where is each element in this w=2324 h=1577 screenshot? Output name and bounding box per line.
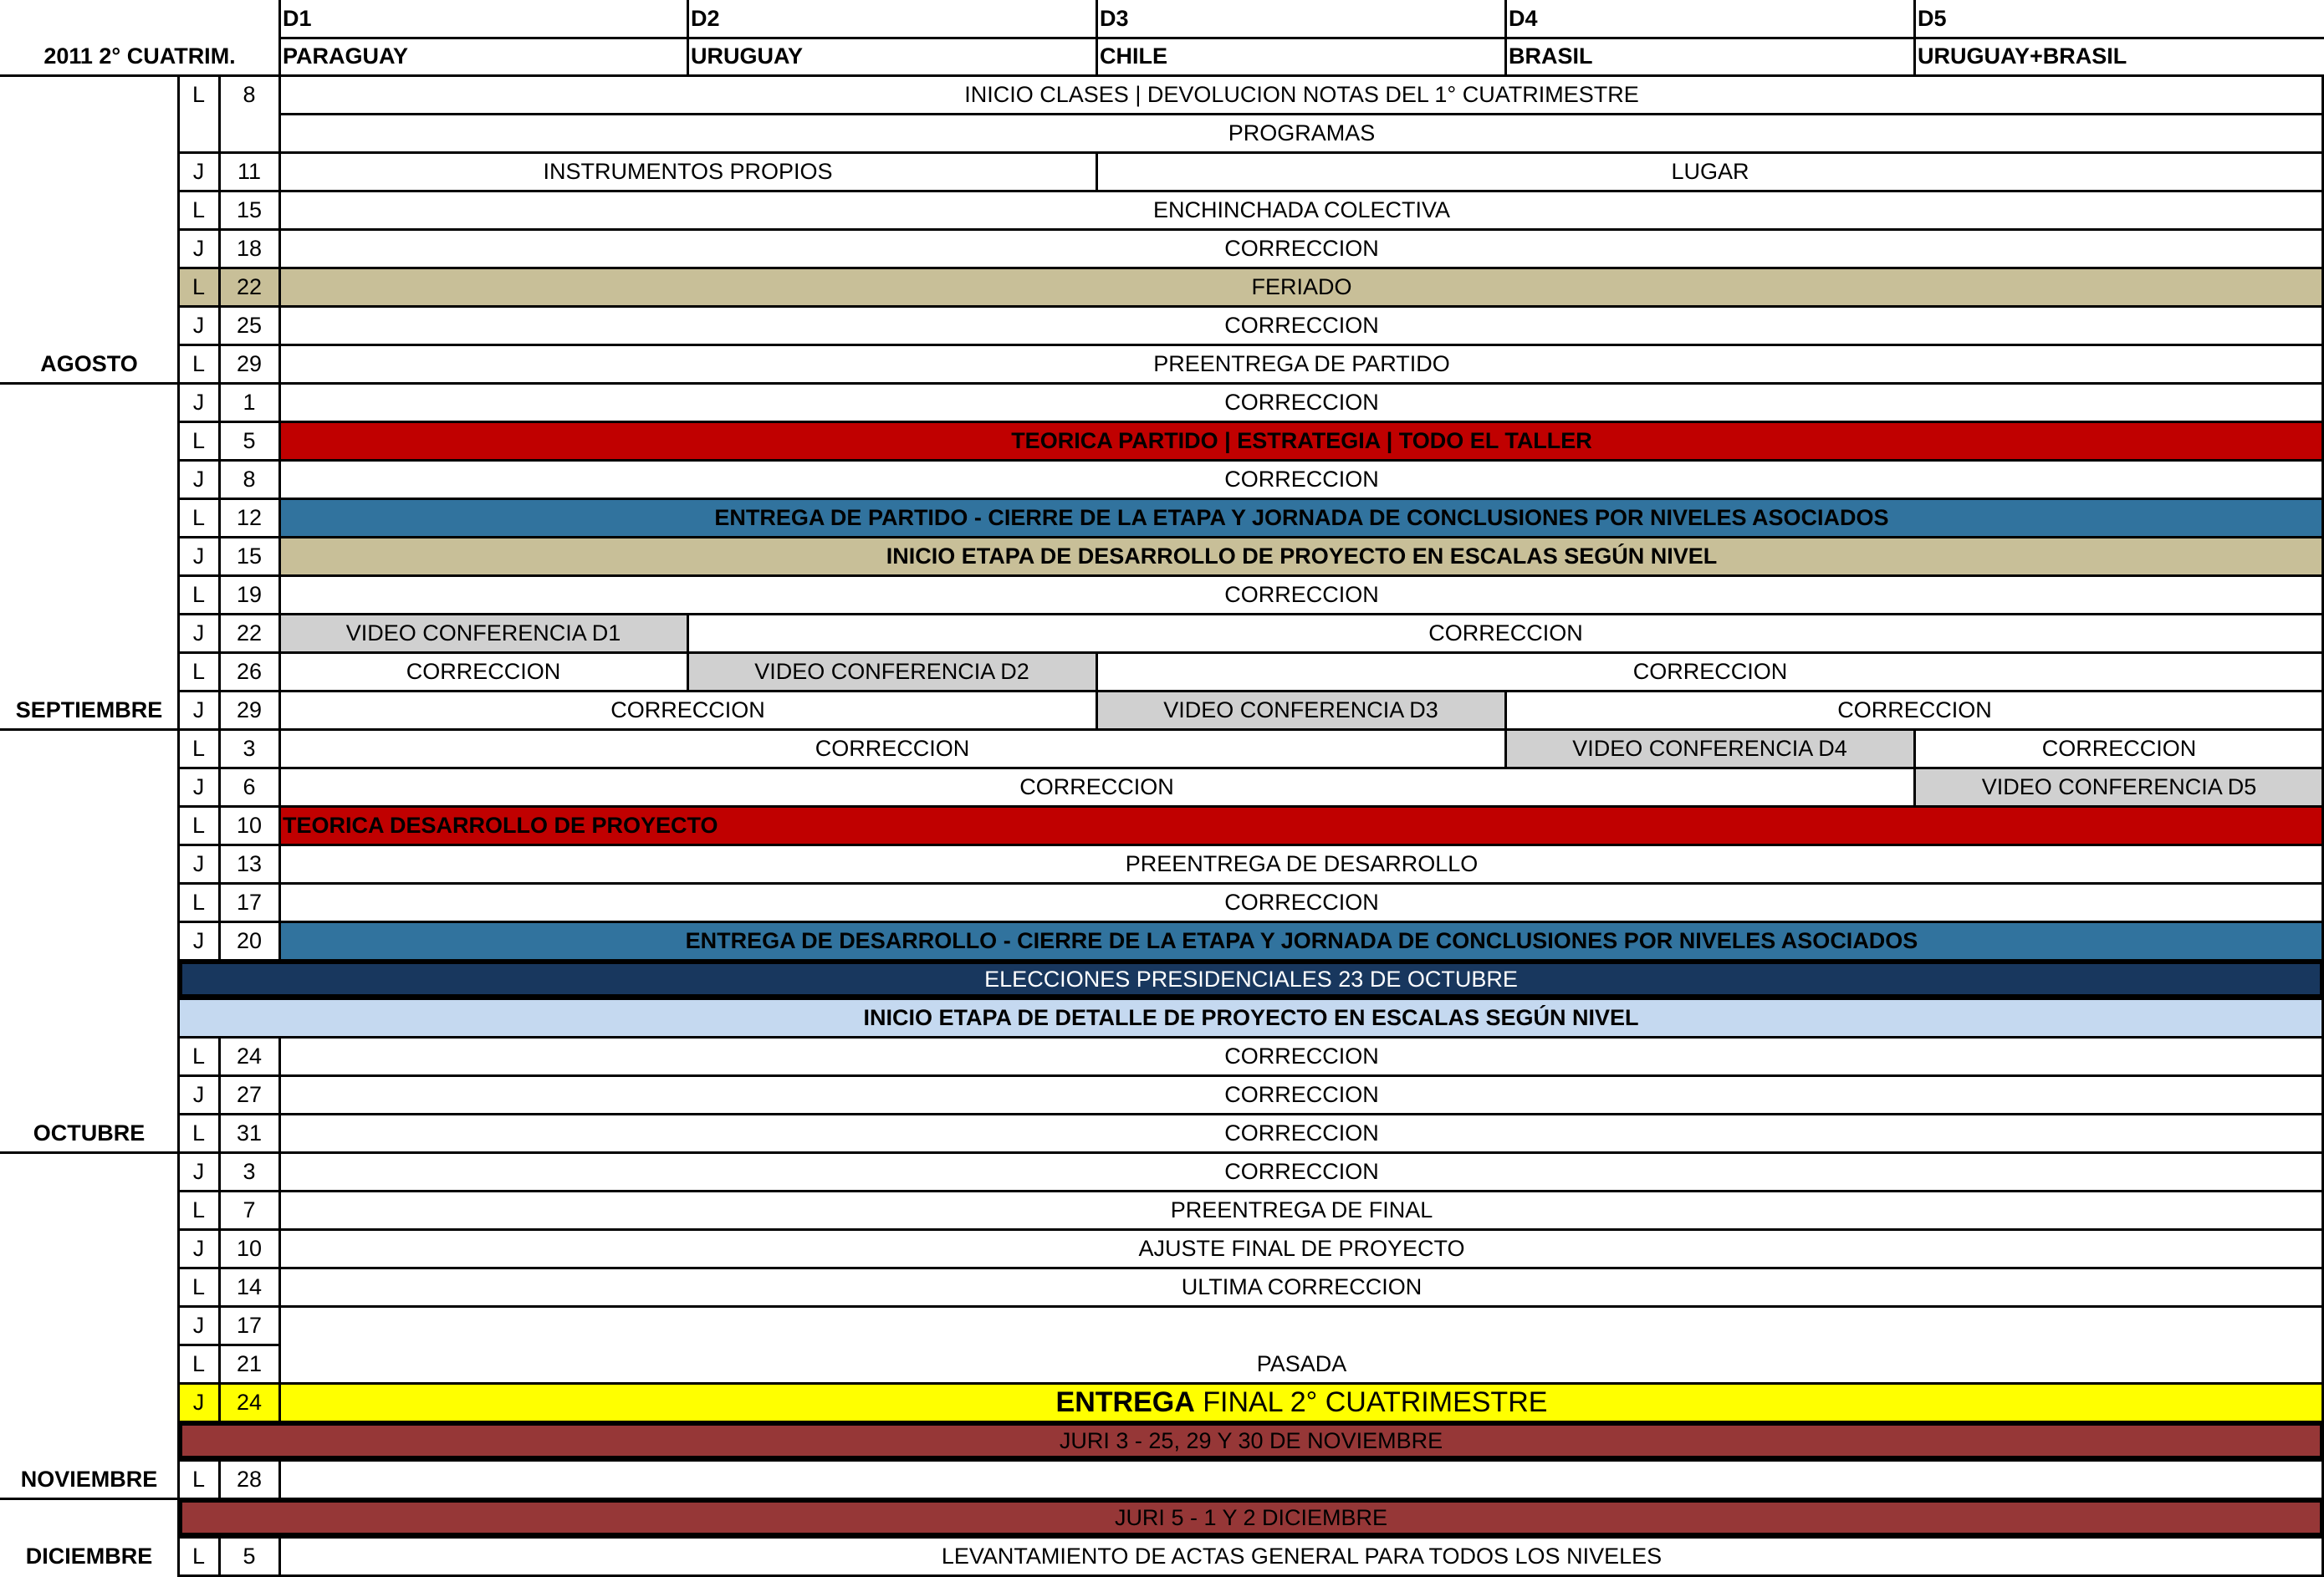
- day-letter: J: [192, 466, 205, 492]
- correccion-after: CORRECCION: [1428, 620, 1583, 646]
- video-conference-5: VIDEO CONFERENCIA D5: [1914, 768, 2324, 806]
- row-line: [178, 74, 2324, 77]
- header-col-divider-1: [278, 0, 281, 75]
- day-letter: J: [192, 543, 205, 569]
- event-cell: CORRECCION: [1224, 1120, 1379, 1146]
- row-line: [178, 1459, 2324, 1462]
- header-code-d4: D4: [1509, 6, 1538, 31]
- day-date: 17: [236, 1312, 263, 1338]
- header-col-divider-4: [1504, 0, 1507, 75]
- month-separator: [0, 728, 178, 731]
- row-line: [178, 498, 2324, 500]
- header-code-d1: D1: [283, 6, 312, 31]
- day-letter: L: [192, 504, 206, 530]
- col-line-date-4: [218, 1537, 221, 1577]
- day-letter: J: [192, 312, 205, 338]
- row-line: [178, 1305, 2324, 1308]
- correccion-before: CORRECCION: [406, 658, 561, 684]
- month-noviembre: NOVIEMBRE: [20, 1466, 158, 1492]
- row-line: [178, 651, 2324, 654]
- day-date: 19: [236, 581, 263, 607]
- day-letter: L: [192, 196, 206, 222]
- row-line: [178, 228, 2324, 231]
- row-line: [178, 190, 2324, 192]
- correccion-after: CORRECCION: [1632, 658, 1788, 684]
- split-divider: [1913, 729, 1916, 806]
- video-conference-2: VIDEO CONFERENCIA D2: [687, 652, 1096, 691]
- day-date: 11: [237, 158, 262, 184]
- day-date: 29: [236, 350, 263, 376]
- day-letter: J: [192, 850, 205, 876]
- day-date: 21: [236, 1350, 263, 1376]
- row-line: [178, 613, 2324, 615]
- day-letter: L: [192, 1043, 206, 1069]
- row-line: [178, 1190, 2324, 1192]
- event-cell: ULTIMA CORRECCION: [1181, 1273, 1422, 1299]
- split-divider: [1504, 691, 1507, 768]
- row-line: [178, 574, 2324, 577]
- row-line: [178, 1151, 2324, 1154]
- day-letter: L: [192, 350, 206, 376]
- row-line: [178, 1113, 2324, 1115]
- day-date: 22: [236, 620, 263, 646]
- row-line: [178, 1228, 2324, 1231]
- col-line-day: [177, 75, 180, 1577]
- row-line: [178, 767, 2324, 769]
- event-cell: CORRECCION: [1224, 389, 1379, 415]
- day-letter: L: [192, 81, 206, 107]
- row-line: [178, 1498, 2324, 1500]
- event-cell: CORRECCION: [1224, 235, 1379, 261]
- month-diciembre: DICIEMBRE: [25, 1543, 153, 1569]
- row-line: [178, 382, 2324, 385]
- event-cell: CORRECCION: [1224, 312, 1379, 338]
- event-cell: CORRECCION: [1224, 1043, 1379, 1069]
- header-divider: [279, 37, 2324, 39]
- day-date: 28: [236, 1466, 263, 1492]
- event-cell: CORRECCION: [1224, 1081, 1379, 1107]
- event-cell: CORRECCION: [1224, 1158, 1379, 1184]
- day-date: 8: [243, 466, 256, 492]
- final-delivery-banner: [279, 1383, 2324, 1421]
- month-separator: [0, 74, 178, 77]
- video-conference-4: VIDEO CONFERENCIA D4: [1505, 729, 1914, 768]
- row-line: [178, 1421, 2324, 1423]
- correccion-before: CORRECCION: [1019, 773, 1174, 799]
- delivery-banner: ENTREGA DE DESARROLLO - CIERRE DE LA ETAPA Y JORNADA DE CONCLUSIONES POR NIVELES ASOCIADOS: [279, 921, 2324, 960]
- juri-december-banner: JURI 5 - 1 Y 2 DICIEMBRE: [178, 1498, 2324, 1537]
- month-agosto: AGOSTO: [40, 350, 138, 376]
- day-letter: L: [192, 1273, 206, 1299]
- day-date: 29: [236, 697, 263, 722]
- day-date: 5: [243, 427, 256, 453]
- day-letter: L: [192, 1197, 206, 1222]
- correccion-before: CORRECCION: [610, 697, 765, 722]
- day-letter: L: [192, 812, 206, 838]
- header-code-d2: D2: [691, 6, 720, 31]
- month-septiembre: SEPTIEMBRE: [15, 697, 163, 722]
- day-date: 10: [236, 1235, 263, 1261]
- holiday-cell: FERIADO: [279, 268, 2324, 306]
- day-date: 24: [236, 1043, 263, 1069]
- instrumentos-cell: INSTRUMENTOS PROPIOS: [543, 158, 833, 184]
- day-date: 31: [236, 1120, 263, 1146]
- day-letter: L: [192, 1466, 206, 1492]
- day-letter: L: [192, 1120, 206, 1146]
- correccion-after: CORRECCION: [2041, 735, 2197, 761]
- row-line: [178, 921, 2324, 923]
- row-line: [178, 959, 2324, 962]
- row-line: [178, 344, 2324, 346]
- day-letter: J: [192, 235, 205, 261]
- elections-banner: ELECCIONES PRESIDENCIALES 23 DE OCTUBRE: [178, 960, 2324, 998]
- day-date: 25: [236, 312, 263, 338]
- row-line: [178, 728, 2324, 731]
- row-line: [178, 844, 2324, 846]
- theory-banner: TEORICA PARTIDO | ESTRATEGIA | TODO EL TALLER: [279, 421, 2324, 460]
- day-date: 12: [236, 504, 263, 530]
- day-letter: L: [192, 427, 206, 453]
- row-line: [178, 805, 2324, 808]
- row-line: [178, 267, 2324, 269]
- day-date: 3: [243, 735, 256, 761]
- header-country-2: URUGUAY: [691, 43, 804, 69]
- row-line: [178, 459, 2324, 462]
- event-cell: PROGRAMAS: [1228, 120, 1376, 145]
- final-delivery-rest: FINAL 2° CUATRIMESTRE: [1194, 1386, 1548, 1418]
- event-cell: LEVANTAMIENTO DE ACTAS GENERAL PARA TODOS LOS NIVELES: [941, 1543, 1663, 1569]
- header-code-d3: D3: [1100, 6, 1129, 31]
- col-line-date-3: [218, 1460, 221, 1498]
- row-line: [178, 1382, 2324, 1385]
- pasada-cell: PASADA: [1256, 1350, 1347, 1376]
- day-letter: J: [192, 1235, 205, 1261]
- day-date: 8: [243, 81, 256, 107]
- day-letter: J: [192, 389, 205, 415]
- header-col-divider-3: [1096, 0, 1098, 75]
- col-line-content-4: [278, 1537, 281, 1577]
- day-letter: L: [178, 268, 219, 306]
- day-date: 27: [236, 1081, 263, 1107]
- split-divider: [1096, 152, 1098, 191]
- event-cell: ENCHINCHADA COLECTIVA: [1152, 196, 1451, 222]
- day-letter: L: [192, 889, 206, 915]
- day-date: 22: [219, 268, 279, 306]
- day-date: 15: [236, 196, 263, 222]
- theory-banner: TEORICA DESARROLLO DE PROYECTO: [279, 806, 2324, 845]
- row-line: [178, 421, 2324, 423]
- col-line-content-3: [278, 1460, 281, 1498]
- row-line: [178, 690, 2324, 692]
- col-line-date: [218, 75, 221, 960]
- day-date: 5: [243, 1543, 256, 1569]
- day-date: 17: [236, 889, 263, 915]
- row-line: [178, 1536, 2324, 1539]
- month-separator: [0, 1151, 178, 1154]
- correccion-after: CORRECCION: [1837, 697, 1992, 722]
- split-divider: [1096, 652, 1098, 729]
- header-country-3: CHILE: [1100, 43, 1167, 69]
- day-date: 20: [236, 927, 263, 953]
- day-letter: L: [192, 735, 206, 761]
- day-date: 26: [236, 658, 263, 684]
- day-letter: L: [192, 1350, 206, 1376]
- row-line: [279, 113, 2324, 115]
- day-date: 15: [236, 543, 263, 569]
- day-letter: J: [192, 1158, 205, 1184]
- header-title: 2011 2° CUATRIM.: [43, 43, 236, 69]
- event-cell: CORRECCION: [1224, 581, 1379, 607]
- final-delivery-bold: ENTREGA: [1055, 1386, 1195, 1418]
- month-separator: [0, 382, 178, 385]
- row-line: [178, 998, 2324, 1000]
- event-cell: PREENTREGA DE PARTIDO: [1153, 350, 1450, 376]
- day-letter: L: [192, 658, 206, 684]
- day-date: 24: [219, 1383, 279, 1421]
- row-line: [178, 151, 2324, 154]
- day-letter: L: [192, 1543, 206, 1569]
- day-letter: J: [192, 1081, 205, 1107]
- event-cell: PREENTREGA DE FINAL: [1170, 1197, 1433, 1222]
- event-cell: CORRECCION: [1224, 466, 1379, 492]
- day-letter: J: [192, 620, 205, 646]
- day-date: 3: [243, 1158, 256, 1184]
- juri-november-banner: JURI 3 - 25, 29 Y 30 DE NOVIEMBRE: [178, 1421, 2324, 1460]
- header-country-4: BRASIL: [1509, 43, 1593, 69]
- day-letter: J: [192, 1312, 205, 1338]
- delivery-banner: ENTREGA DE PARTIDO - CIERRE DE LA ETAPA Y JORNADA DE CONCLUSIONES POR NIVELES ASOCIADOS: [279, 498, 2324, 537]
- day-letter: J: [192, 773, 205, 799]
- detail-stage-banner: INICIO ETAPA DE DETALLE DE PROYECTO EN ESCALAS SEGÚN NIVEL: [178, 998, 2324, 1037]
- row-line: [178, 536, 2324, 538]
- day-letter: J: [192, 697, 205, 722]
- split-divider: [687, 614, 689, 691]
- day-date: 14: [236, 1273, 263, 1299]
- month-octubre: OCTUBRE: [33, 1120, 146, 1146]
- header-col-divider-5: [1913, 0, 1916, 75]
- header-country-5: URUGUAY+BRASIL: [1918, 43, 2127, 69]
- row-line: [178, 882, 2324, 885]
- day-letter: J: [192, 158, 205, 184]
- event-cell: PREENTREGA DE DESARROLLO: [1125, 850, 1479, 876]
- correccion-before: CORRECCION: [815, 735, 970, 761]
- event-cell: CORRECCION: [1224, 889, 1379, 915]
- day-date: 13: [236, 850, 263, 876]
- day-date: 6: [243, 773, 256, 799]
- row-line: [178, 305, 2324, 308]
- video-conference-3: VIDEO CONFERENCIA D3: [1096, 691, 1505, 729]
- event-cell: AJUSTE FINAL DE PROYECTO: [1138, 1235, 1465, 1261]
- day-date: 18: [236, 235, 263, 261]
- lugar-cell: LUGAR: [1671, 158, 1749, 184]
- header-country-1: PARAGUAY: [283, 43, 409, 69]
- video-conference-1: VIDEO CONFERENCIA D1: [279, 614, 687, 652]
- day-date: 1: [243, 389, 256, 415]
- row-line-date: [178, 1344, 279, 1346]
- month-separator: [0, 1498, 178, 1500]
- day-letter: L: [192, 581, 206, 607]
- header-col-divider-2: [687, 0, 689, 75]
- header-code-d5: D5: [1918, 6, 1947, 31]
- day-letter: J: [192, 927, 205, 953]
- row-line: [178, 1267, 2324, 1269]
- event-cell: INICIO CLASES | DEVOLUCION NOTAS DEL 1° CUATRIMESTRE: [964, 81, 1639, 107]
- row-line: [178, 1036, 2324, 1039]
- day-date: 10: [236, 812, 263, 838]
- day-date: 7: [243, 1197, 256, 1222]
- development-stage-banner: INICIO ETAPA DE DESARROLLO DE PROYECTO EN ESCALAS SEGÚN NIVEL: [279, 537, 2324, 575]
- row-line: [178, 1074, 2324, 1077]
- col-line-content: [278, 75, 281, 960]
- day-letter: J: [178, 1383, 219, 1421]
